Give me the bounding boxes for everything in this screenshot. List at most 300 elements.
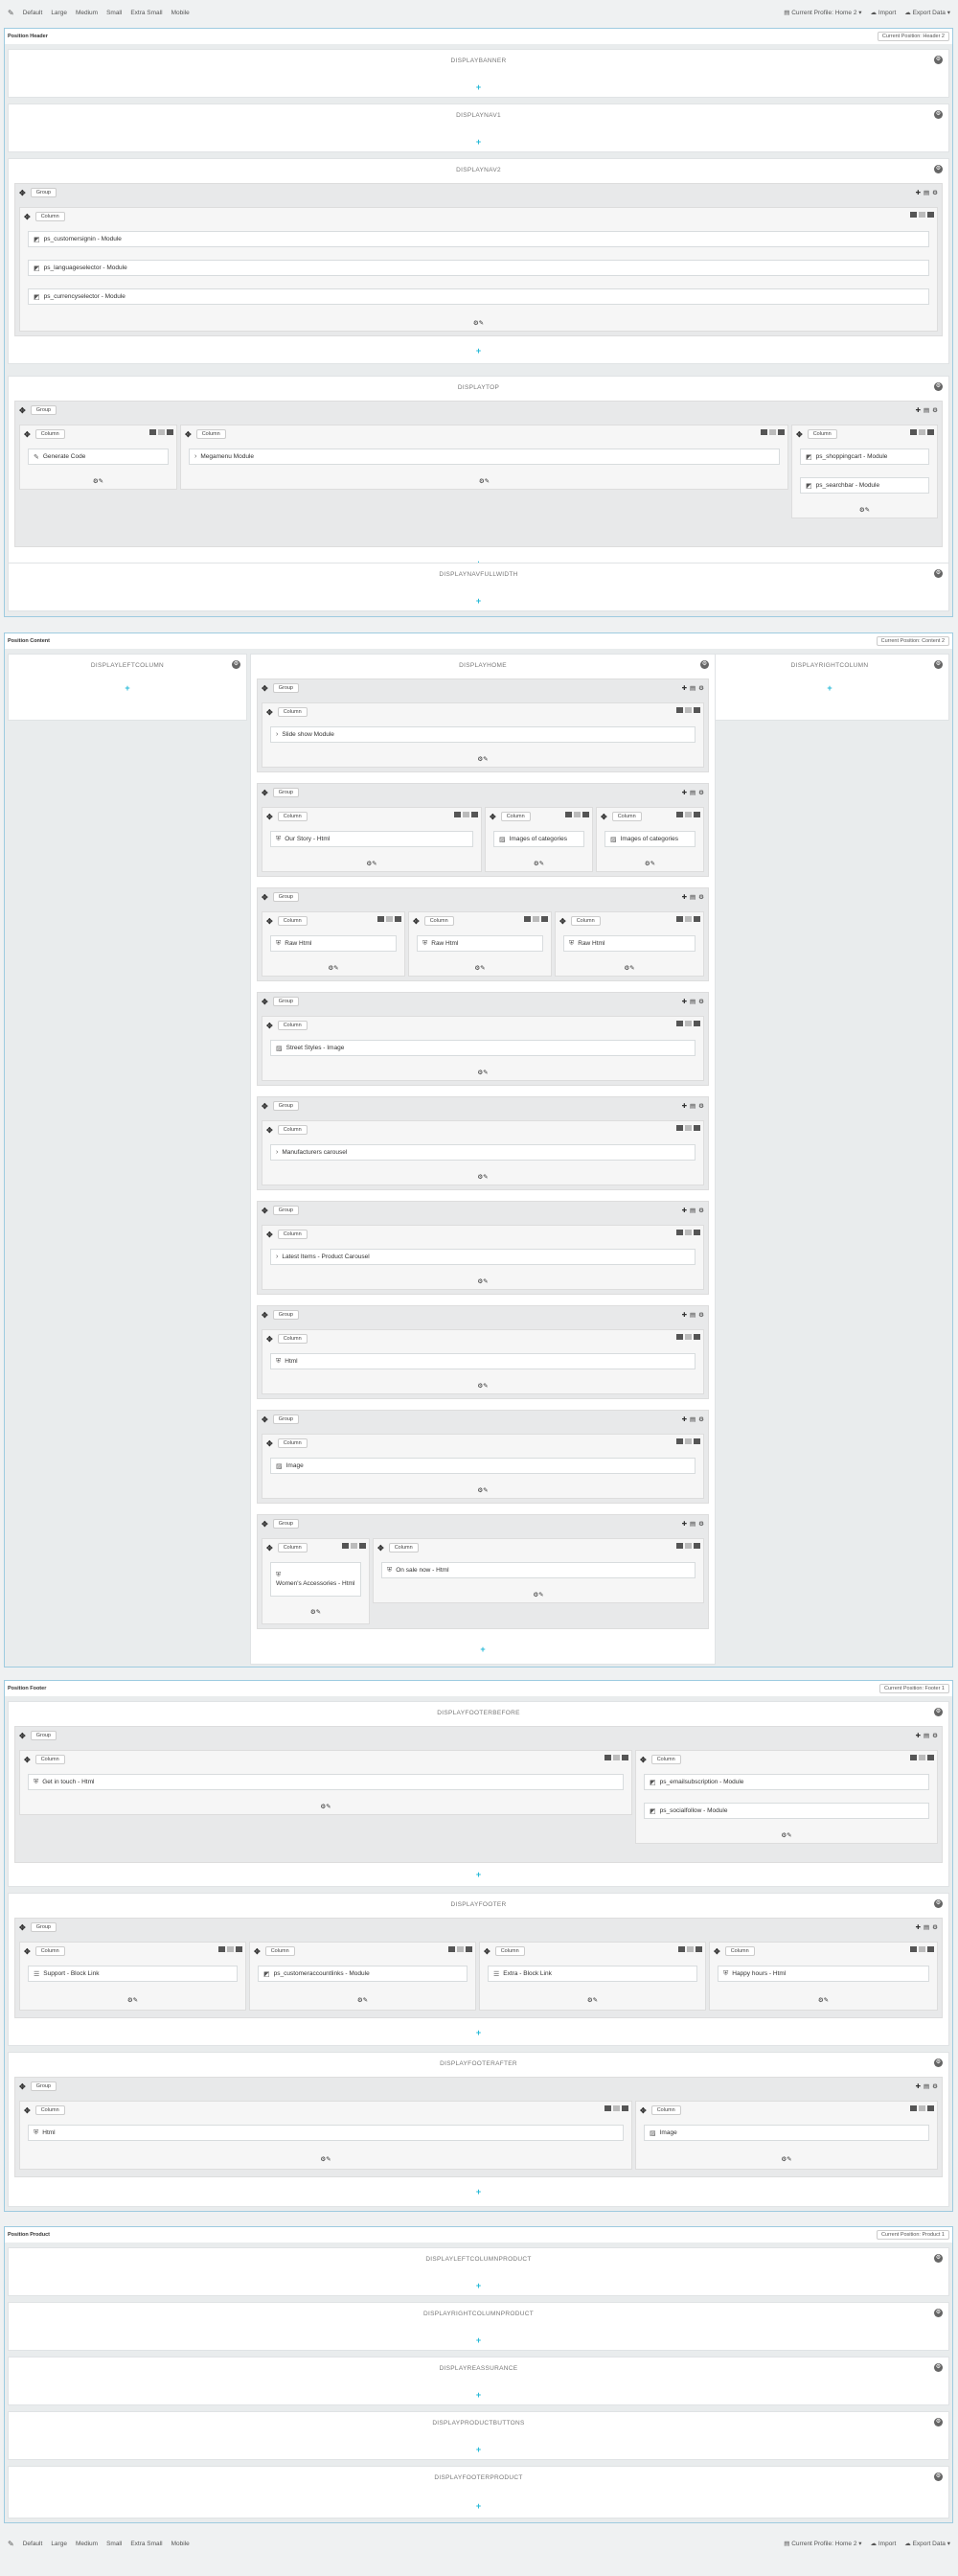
column-edit-tools[interactable]: ⚙✎	[817, 1997, 830, 2004]
move-icon[interactable]: ✥	[19, 405, 26, 415]
column-settings-icon[interactable]	[541, 916, 548, 922]
column-edit-tools[interactable]: ⚙✎	[356, 1997, 369, 2004]
column-edit-tools[interactable]: ⚙✎	[533, 861, 545, 867]
gear-icon[interactable]: ⚙	[935, 166, 942, 172]
add-group-icon[interactable]: +	[475, 137, 482, 147]
layout-icon[interactable]: ▤	[924, 190, 930, 196]
column-layout-icon[interactable]	[386, 916, 393, 922]
move-icon[interactable]: ✥	[262, 1206, 268, 1215]
column-button[interactable]: Column	[278, 1543, 308, 1552]
column-width-icon[interactable]	[448, 1946, 455, 1952]
move-icon[interactable]: ✥	[266, 812, 273, 821]
add-group-icon[interactable]: +	[480, 1644, 486, 1654]
move-icon[interactable]: ✥	[185, 429, 192, 439]
gear-icon[interactable]: ⚙	[698, 685, 704, 692]
column-button[interactable]: Column	[424, 916, 454, 926]
column-button[interactable]: Column	[35, 1755, 65, 1764]
module-item[interactable]	[417, 935, 543, 952]
gear-icon[interactable]: ⚙	[935, 57, 942, 62]
profile-select[interactable]: ▤ Current Profile: Home 2 ▾	[784, 2541, 862, 2547]
add-icon[interactable]: ✚	[915, 1924, 922, 1931]
column-width-icon[interactable]	[377, 916, 384, 922]
add-icon[interactable]: ✚	[681, 1521, 688, 1528]
move-icon[interactable]: ✥	[714, 1946, 720, 1956]
column-layout-icon[interactable]	[227, 1946, 234, 1952]
move-icon[interactable]: ✥	[19, 1922, 26, 1932]
layout-icon[interactable]: ▤	[690, 1103, 696, 1110]
device-default[interactable]: Default	[22, 2540, 43, 2547]
export-button[interactable]: ☁ Export Data ▾	[904, 2541, 950, 2547]
device-mobile[interactable]: Mobile	[171, 9, 190, 16]
column-layout-icon[interactable]	[613, 1755, 620, 1760]
move-icon[interactable]: ✥	[266, 1125, 273, 1135]
move-icon[interactable]: ✥	[601, 812, 607, 821]
export-button[interactable]: ☁ Export Data ▾	[904, 10, 950, 16]
column-layout-icon[interactable]	[919, 2105, 925, 2111]
gear-icon[interactable]: ⚙	[935, 111, 942, 117]
add-icon[interactable]: ✚	[915, 190, 922, 196]
gear-icon[interactable]: ⚙	[698, 999, 704, 1005]
add-group-icon[interactable]: +	[475, 2445, 482, 2454]
gear-icon[interactable]: ⚙	[698, 1103, 704, 1110]
module-item[interactable]	[270, 935, 397, 952]
column-layout-icon[interactable]	[919, 212, 925, 218]
column-button[interactable]: Column	[501, 812, 531, 821]
position-select[interactable]: Current Position: Content 2	[877, 636, 949, 646]
column-layout-icon[interactable]	[919, 1755, 925, 1760]
gear-icon[interactable]: ⚙	[932, 1924, 938, 1931]
column-button[interactable]: Column	[725, 1946, 755, 1956]
device-extra-small[interactable]: Extra Small	[130, 9, 163, 16]
move-icon[interactable]: ✥	[640, 1755, 647, 1764]
column-settings-icon[interactable]	[694, 916, 700, 922]
column-edit-tools[interactable]: ⚙✎	[328, 965, 339, 972]
pencil-icon[interactable]: ✎	[8, 8, 14, 17]
gear-icon[interactable]: ⚙	[698, 790, 704, 796]
column-width-icon[interactable]	[524, 916, 531, 922]
column-edit-tools[interactable]: ⚙✎	[126, 1997, 139, 2004]
move-icon[interactable]: ✥	[262, 1310, 268, 1320]
module-item[interactable]	[718, 1966, 929, 1982]
column-settings-icon[interactable]	[167, 429, 173, 435]
gear-icon[interactable]: ⚙	[698, 894, 704, 901]
column-layout-icon[interactable]	[685, 707, 692, 713]
add-group-icon[interactable]: +	[827, 683, 833, 693]
column-layout-icon[interactable]	[687, 1946, 694, 1952]
module-item[interactable]	[270, 1249, 696, 1265]
module-item[interactable]	[28, 2125, 624, 2141]
column-button[interactable]: Column	[278, 1438, 308, 1448]
add-icon[interactable]: ✚	[681, 1416, 688, 1423]
column-edit-tools[interactable]: ⚙✎	[92, 478, 104, 485]
add-group-icon[interactable]: +	[475, 2028, 482, 2037]
move-icon[interactable]: ✥	[559, 916, 566, 926]
add-group-icon[interactable]: +	[475, 82, 482, 92]
column-settings-icon[interactable]	[927, 1755, 934, 1760]
column-edit-tools[interactable]: ⚙✎	[477, 1383, 489, 1390]
column-edit-tools[interactable]: ⚙✎	[366, 861, 377, 867]
add-group-icon[interactable]: +	[475, 346, 482, 356]
column-width-icon[interactable]	[565, 812, 572, 817]
move-icon[interactable]: ✥	[262, 1101, 268, 1111]
module-item[interactable]	[563, 935, 696, 952]
column-settings-icon[interactable]	[471, 812, 478, 817]
column-layout-icon[interactable]	[463, 812, 469, 817]
module-item[interactable]	[270, 726, 696, 743]
column-width-icon[interactable]	[676, 812, 683, 817]
module-item[interactable]	[270, 1040, 696, 1056]
device-medium[interactable]: Medium	[75, 2540, 99, 2547]
column-edit-tools[interactable]: ⚙✎	[474, 965, 486, 972]
group-button[interactable]: Group	[273, 788, 299, 797]
column-layout-icon[interactable]	[685, 1543, 692, 1549]
move-icon[interactable]: ✥	[377, 1543, 384, 1552]
layout-icon[interactable]: ▤	[690, 685, 696, 692]
column-edit-tools[interactable]: ⚙✎	[858, 507, 871, 514]
group-button[interactable]: Group	[273, 997, 299, 1006]
gear-icon[interactable]: ⚙	[935, 2364, 942, 2370]
column-button[interactable]: Column	[35, 429, 65, 439]
module-item[interactable]	[493, 831, 584, 847]
device-mobile[interactable]: Mobile	[171, 2540, 190, 2547]
column-layout-icon[interactable]	[613, 2105, 620, 2111]
gear-icon[interactable]: ⚙	[935, 1900, 942, 1906]
group-button[interactable]: Group	[273, 1101, 299, 1111]
column-width-icon[interactable]	[604, 2105, 611, 2111]
add-group-icon[interactable]: +	[475, 2390, 482, 2400]
column-layout-icon[interactable]	[685, 1230, 692, 1235]
column-button[interactable]: Column	[278, 812, 308, 821]
column-edit-tools[interactable]: ⚙✎	[644, 861, 656, 867]
add-icon[interactable]: ✚	[681, 1103, 688, 1110]
gear-icon[interactable]: ⚙	[932, 2083, 938, 2090]
column-button[interactable]: Column	[808, 429, 837, 439]
column-width-icon[interactable]	[454, 812, 461, 817]
move-icon[interactable]: ✥	[266, 1021, 273, 1030]
gear-icon[interactable]: ⚙	[932, 190, 938, 196]
column-layout-icon[interactable]	[685, 916, 692, 922]
module-item[interactable]	[28, 288, 929, 305]
column-settings-icon[interactable]	[582, 812, 589, 817]
add-icon[interactable]: ✚	[915, 407, 922, 414]
gear-icon[interactable]: ⚙	[935, 1709, 942, 1714]
module-item[interactable]	[28, 1774, 624, 1790]
move-icon[interactable]: ✥	[266, 1334, 273, 1344]
gear-icon[interactable]: ⚙	[932, 1733, 938, 1739]
add-icon[interactable]: ✚	[681, 790, 688, 796]
move-icon[interactable]: ✥	[413, 916, 420, 926]
column-edit-tools[interactable]: ⚙✎	[477, 1487, 489, 1494]
gear-icon[interactable]: ⚙	[935, 2419, 942, 2425]
column-layout-icon[interactable]	[457, 1946, 464, 1952]
column-layout-icon[interactable]	[685, 812, 692, 817]
move-icon[interactable]: ✥	[254, 1946, 261, 1956]
device-default[interactable]: Default	[22, 9, 43, 16]
column-button[interactable]: Column	[389, 1543, 419, 1552]
layout-icon[interactable]: ▤	[690, 999, 696, 1005]
column-settings-icon[interactable]	[359, 1543, 366, 1549]
layout-icon[interactable]: ▤	[690, 894, 696, 901]
group-button[interactable]: Group	[31, 1922, 57, 1932]
column-settings-icon[interactable]	[696, 1946, 702, 1952]
column-width-icon[interactable]	[910, 2105, 917, 2111]
gear-icon[interactable]: ⚙	[935, 2255, 942, 2261]
column-layout-icon[interactable]	[574, 812, 581, 817]
column-settings-icon[interactable]	[927, 212, 934, 218]
column-settings-icon[interactable]	[622, 2105, 628, 2111]
add-icon[interactable]: ✚	[915, 2083, 922, 2090]
column-settings-icon[interactable]	[927, 1946, 934, 1952]
gear-icon[interactable]: ⚙	[698, 1312, 704, 1319]
column-width-icon[interactable]	[149, 429, 156, 435]
gear-icon[interactable]: ⚙	[701, 661, 708, 667]
layout-icon[interactable]: ▤	[924, 1924, 930, 1931]
module-item[interactable]	[28, 448, 169, 465]
add-group-icon[interactable]: +	[475, 2281, 482, 2290]
module-item[interactable]	[644, 1774, 929, 1790]
column-edit-tools[interactable]: ⚙✎	[309, 1609, 322, 1616]
group-button[interactable]: Group	[31, 188, 57, 197]
column-settings-icon[interactable]	[466, 1946, 472, 1952]
move-icon[interactable]: ✥	[262, 788, 268, 797]
column-button[interactable]: Column	[571, 916, 601, 926]
device-small[interactable]: Small	[106, 9, 123, 16]
column-edit-tools[interactable]: ⚙✎	[533, 1592, 544, 1598]
add-group-icon[interactable]: +	[475, 1870, 482, 1879]
column-button[interactable]: Column	[278, 1334, 308, 1344]
column-edit-tools[interactable]: ⚙✎	[472, 320, 485, 327]
add-group-icon[interactable]: +	[475, 2501, 482, 2511]
column-layout-icon[interactable]	[685, 1125, 692, 1131]
module-item[interactable]	[28, 260, 929, 276]
move-icon[interactable]: ✥	[484, 1946, 490, 1956]
move-icon[interactable]: ✥	[24, 1946, 31, 1956]
column-width-icon[interactable]	[761, 429, 767, 435]
column-button[interactable]: Column	[278, 1230, 308, 1239]
device-large[interactable]: Large	[51, 2540, 67, 2547]
add-icon[interactable]: ✚	[681, 894, 688, 901]
add-icon[interactable]: ✚	[681, 999, 688, 1005]
move-icon[interactable]: ✥	[266, 707, 273, 717]
gear-icon[interactable]: ⚙	[932, 407, 938, 414]
column-button[interactable]: Column	[278, 707, 308, 717]
column-width-icon[interactable]	[676, 1021, 683, 1026]
column-edit-tools[interactable]: ⚙✎	[477, 756, 489, 763]
pencil-icon[interactable]: ✎	[8, 2539, 14, 2548]
layout-icon[interactable]: ▤	[690, 790, 696, 796]
layout-icon[interactable]: ▤	[690, 1208, 696, 1214]
import-button[interactable]: ☁ Import	[870, 10, 897, 16]
column-width-icon[interactable]	[676, 1543, 683, 1549]
group-button[interactable]: Group	[273, 892, 299, 902]
layout-icon[interactable]: ▤	[924, 1733, 930, 1739]
column-button[interactable]: Column	[35, 212, 65, 221]
move-icon[interactable]: ✥	[490, 812, 496, 821]
column-button[interactable]: Column	[651, 1755, 681, 1764]
gear-icon[interactable]: ⚙	[233, 661, 240, 667]
column-settings-icon[interactable]	[622, 1755, 628, 1760]
move-icon[interactable]: ✥	[266, 1438, 273, 1448]
module-item[interactable]	[28, 1966, 238, 1982]
column-settings-icon[interactable]	[694, 1021, 700, 1026]
column-button[interactable]: Column	[265, 1946, 295, 1956]
gear-icon[interactable]: ⚙	[935, 383, 942, 389]
layout-icon[interactable]: ▤	[690, 1416, 696, 1423]
column-layout-icon[interactable]	[351, 1543, 357, 1549]
group-button[interactable]: Group	[273, 683, 299, 693]
module-item[interactable]	[189, 448, 780, 465]
group-button[interactable]: Group	[273, 1414, 299, 1424]
move-icon[interactable]: ✥	[262, 1414, 268, 1424]
gear-icon[interactable]: ⚙	[698, 1521, 704, 1528]
module-item[interactable]	[28, 231, 929, 247]
module-item[interactable]	[270, 831, 473, 847]
position-select[interactable]: Current Position: Header 2	[878, 32, 949, 41]
gear-icon[interactable]: ⚙	[935, 2059, 942, 2065]
module-item[interactable]	[604, 831, 696, 847]
gear-icon[interactable]: ⚙	[698, 1416, 704, 1423]
column-button[interactable]: Column	[278, 1125, 308, 1135]
add-icon[interactable]: ✚	[915, 1733, 922, 1739]
column-width-icon[interactable]	[218, 1946, 225, 1952]
add-group-icon[interactable]: +	[475, 2335, 482, 2345]
column-width-icon[interactable]	[676, 1230, 683, 1235]
column-layout-icon[interactable]	[769, 429, 776, 435]
column-width-icon[interactable]	[342, 1543, 349, 1549]
column-layout-icon[interactable]	[685, 1021, 692, 1026]
column-settings-icon[interactable]	[694, 812, 700, 817]
column-edit-tools[interactable]: ⚙✎	[586, 1997, 599, 2004]
move-icon[interactable]: ✥	[19, 2082, 26, 2091]
column-settings-icon[interactable]	[694, 1125, 700, 1131]
column-layout-icon[interactable]	[158, 429, 165, 435]
device-small[interactable]: Small	[106, 2540, 123, 2547]
move-icon[interactable]: ✥	[262, 997, 268, 1006]
column-width-icon[interactable]	[910, 212, 917, 218]
import-button[interactable]: ☁ Import	[870, 2541, 897, 2547]
move-icon[interactable]: ✥	[19, 188, 26, 197]
module-item[interactable]	[270, 1458, 696, 1474]
module-item[interactable]	[644, 1803, 929, 1819]
column-layout-icon[interactable]	[685, 1438, 692, 1444]
module-item[interactable]	[800, 477, 929, 494]
move-icon[interactable]: ✥	[796, 429, 803, 439]
position-select[interactable]: Current Position: Footer 1	[879, 1684, 949, 1693]
group-button[interactable]: Group	[273, 1206, 299, 1215]
layout-icon[interactable]: ▤	[690, 1521, 696, 1528]
column-edit-tools[interactable]: ⚙✎	[478, 478, 490, 485]
add-icon[interactable]: ✚	[681, 1208, 688, 1214]
move-icon[interactable]: ✥	[266, 1543, 273, 1552]
column-settings-icon[interactable]	[694, 1230, 700, 1235]
column-width-icon[interactable]	[678, 1946, 685, 1952]
column-width-icon[interactable]	[676, 707, 683, 713]
layout-icon[interactable]: ▤	[924, 2083, 930, 2090]
move-icon[interactable]: ✥	[266, 916, 273, 926]
group-button[interactable]: Group	[273, 1519, 299, 1529]
column-edit-tools[interactable]: ⚙✎	[477, 1174, 489, 1181]
group-button[interactable]: Group	[31, 1731, 57, 1740]
move-icon[interactable]: ✥	[262, 892, 268, 902]
column-layout-icon[interactable]	[685, 1334, 692, 1340]
device-extra-small[interactable]: Extra Small	[130, 2540, 163, 2547]
move-icon[interactable]: ✥	[24, 1755, 31, 1764]
layout-icon[interactable]: ▤	[924, 407, 930, 414]
column-width-icon[interactable]	[604, 1755, 611, 1760]
gear-icon[interactable]: ⚙	[935, 570, 942, 576]
column-settings-icon[interactable]	[395, 916, 401, 922]
column-edit-tools[interactable]: ⚙✎	[781, 2156, 792, 2163]
module-item[interactable]	[381, 1562, 696, 1578]
column-button[interactable]: Column	[278, 916, 308, 926]
module-item[interactable]	[270, 1562, 361, 1597]
column-layout-icon[interactable]	[919, 1946, 925, 1952]
device-large[interactable]: Large	[51, 9, 67, 16]
column-width-icon[interactable]	[676, 1334, 683, 1340]
column-edit-tools[interactable]: ⚙✎	[781, 1832, 792, 1839]
column-settings-icon[interactable]	[694, 1543, 700, 1549]
module-item[interactable]	[488, 1966, 697, 1982]
column-settings-icon[interactable]	[927, 429, 934, 435]
move-icon[interactable]: ✥	[262, 683, 268, 693]
module-item[interactable]	[800, 448, 929, 465]
module-item[interactable]	[270, 1353, 696, 1369]
column-edit-tools[interactable]: ⚙✎	[320, 1804, 331, 1810]
move-icon[interactable]: ✥	[24, 2105, 31, 2115]
add-icon[interactable]: ✚	[681, 685, 688, 692]
column-settings-icon[interactable]	[778, 429, 785, 435]
move-icon[interactable]: ✥	[24, 429, 31, 439]
column-button[interactable]: Column	[278, 1021, 308, 1030]
add-icon[interactable]: ✚	[681, 1312, 688, 1319]
column-button[interactable]: Column	[651, 2105, 681, 2115]
column-width-icon[interactable]	[910, 1755, 917, 1760]
gear-icon[interactable]: ⚙	[935, 661, 942, 667]
gear-icon[interactable]: ⚙	[935, 2473, 942, 2479]
column-edit-tools[interactable]: ⚙✎	[320, 2156, 331, 2163]
module-item[interactable]	[258, 1966, 468, 1982]
column-button[interactable]: Column	[196, 429, 226, 439]
move-icon[interactable]: ✥	[640, 2105, 647, 2115]
column-layout-icon[interactable]	[533, 916, 539, 922]
column-edit-tools[interactable]: ⚙✎	[624, 965, 635, 972]
group-button[interactable]: Group	[31, 405, 57, 415]
module-item[interactable]	[270, 1144, 696, 1161]
move-icon[interactable]: ✥	[262, 1519, 268, 1529]
column-width-icon[interactable]	[910, 1946, 917, 1952]
column-settings-icon[interactable]	[694, 707, 700, 713]
profile-select[interactable]: ▤ Current Profile: Home 2 ▾	[784, 10, 862, 16]
gear-icon[interactable]: ⚙	[935, 2310, 942, 2315]
column-settings-icon[interactable]	[694, 1438, 700, 1444]
add-group-icon[interactable]: +	[475, 2187, 482, 2196]
column-button[interactable]: Column	[612, 812, 642, 821]
column-layout-icon[interactable]	[919, 429, 925, 435]
device-medium[interactable]: Medium	[75, 9, 99, 16]
module-item[interactable]	[644, 2125, 929, 2141]
column-settings-icon[interactable]	[236, 1946, 242, 1952]
add-group-icon[interactable]: +	[125, 683, 130, 693]
column-width-icon[interactable]	[676, 916, 683, 922]
column-button[interactable]: Column	[35, 2105, 65, 2115]
column-button[interactable]: Column	[35, 1946, 65, 1956]
group-button[interactable]: Group	[273, 1310, 299, 1320]
column-edit-tools[interactable]: ⚙✎	[477, 1070, 489, 1076]
add-group-icon[interactable]: +	[475, 596, 482, 606]
column-width-icon[interactable]	[910, 429, 917, 435]
column-width-icon[interactable]	[676, 1125, 683, 1131]
column-width-icon[interactable]	[676, 1438, 683, 1444]
